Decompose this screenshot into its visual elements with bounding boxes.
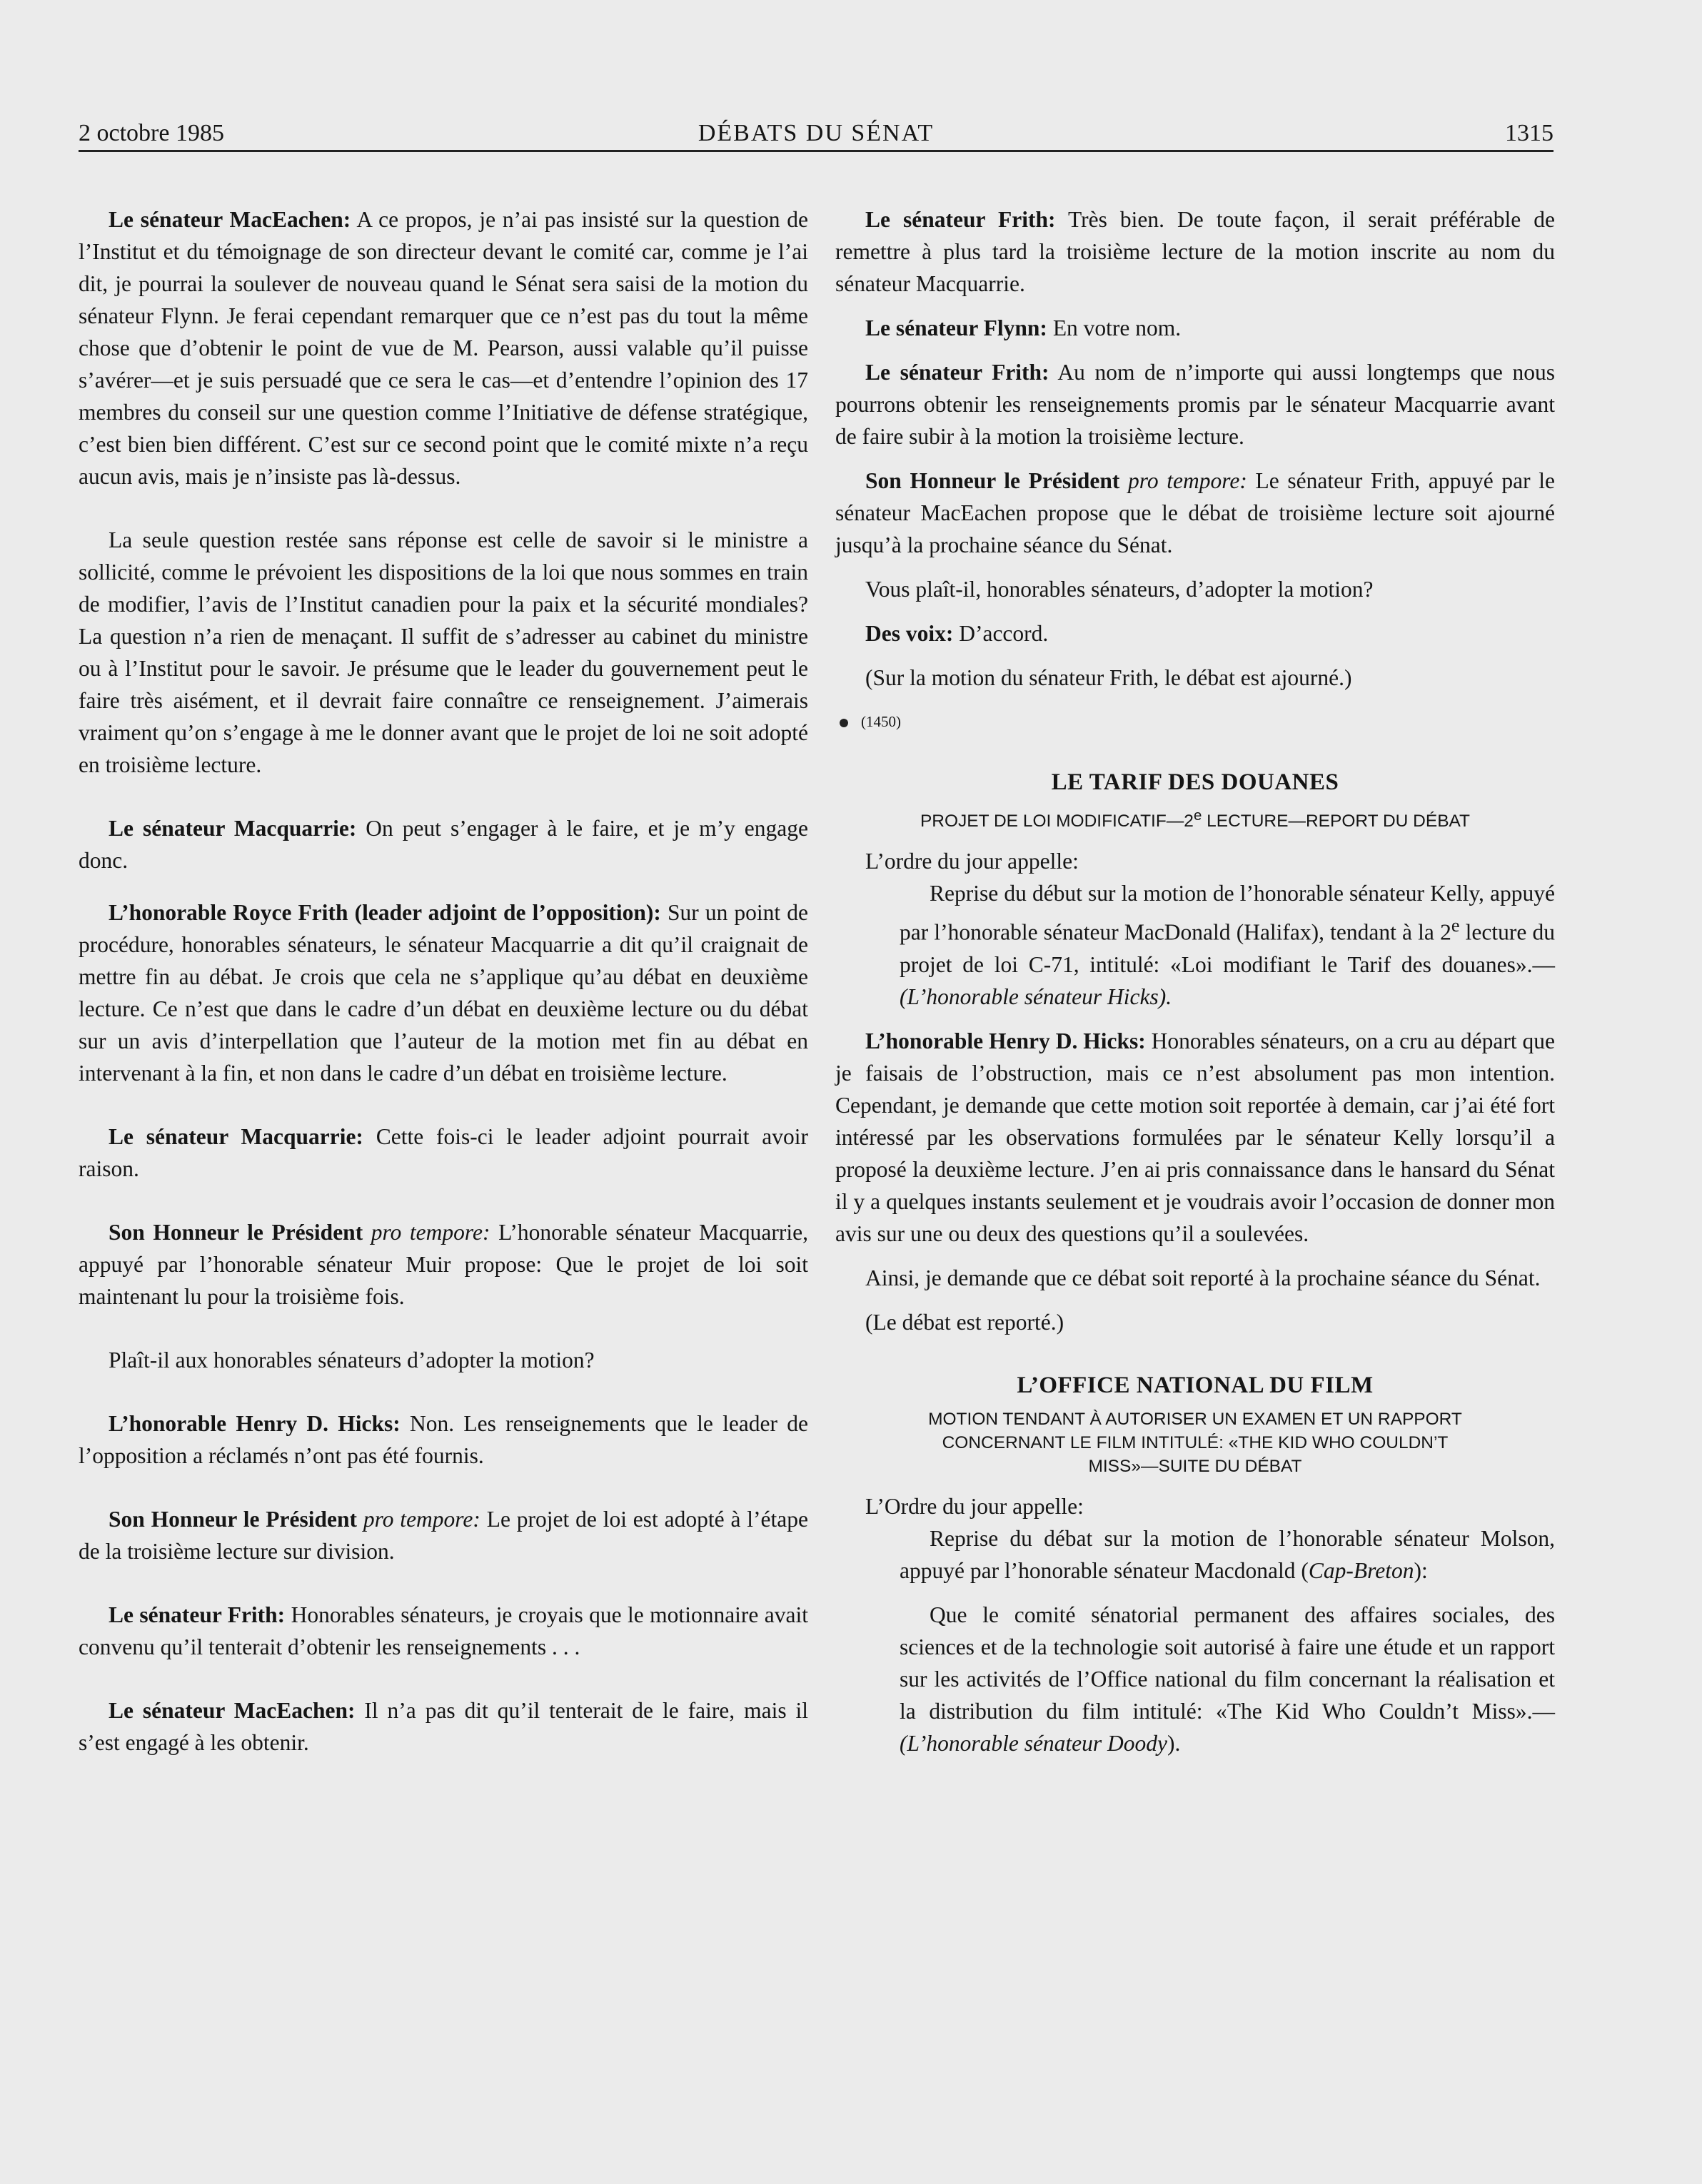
quote-text: Reprise du début sur la motion de l’honorable sénateur Kelly, appuyé par l’honorable sénateur MacDonald (Halifax), tendant à la 2	[900, 881, 1555, 945]
speaker-name: Son Honneur le Président	[109, 1220, 363, 1245]
paragraph	[79, 1694, 808, 1759]
order-of-day: L’ordre du jour appelle:	[865, 849, 1079, 874]
speaker-name: Son Honneur le Président	[109, 1507, 358, 1532]
speaker-name: Le sénateur Macquarrie:	[109, 816, 357, 841]
paragraph	[79, 524, 808, 781]
paragraph	[79, 812, 808, 876]
quote-text: ):	[1414, 1557, 1428, 1583]
speaker-name: Le sénateur Macquarrie:	[109, 1124, 363, 1149]
bullet-icon	[840, 719, 848, 727]
motion-quote	[900, 1522, 1555, 1759]
speaker-name: Le sénateur MacEachen:	[109, 1698, 356, 1723]
paragraph	[79, 1216, 808, 1313]
paragraph	[835, 312, 1555, 344]
section-title: L’OFFICE NATIONAL DU FILM	[1017, 1372, 1374, 1398]
speech-text: Vous plaît-il, honorables sénateurs, d’adopter la motion?	[865, 577, 1374, 602]
quote-paragraph	[900, 877, 1555, 1013]
time-marker-text: (1450)	[861, 713, 901, 730]
speech-text: L’honorable sénateur Macquarrie, appuyé par l’honorable sénateur Muir propose: Que le projet de loi soit maintenant lu pour la troisième fois.	[79, 1220, 808, 1309]
subtitle-text: LECTURE—REPORT DU DÉBAT	[1202, 812, 1471, 831]
speech-text: Très bien. De toute façon, il serait préférable de remettre à plus tard la troisième lecture de la motion inscrite au nom du sénateur Macquarrie.	[835, 207, 1555, 296]
paragraph	[835, 662, 1555, 694]
speaker-qualifier: pro tempore:	[1119, 468, 1247, 493]
speech-text: D’accord.	[953, 621, 1049, 646]
paragraph	[835, 1262, 1555, 1294]
speaker-name: Le sénateur Frith:	[865, 207, 1056, 232]
superscript: e	[1193, 808, 1202, 824]
speaker-name: Le sénateur Frith:	[109, 1602, 286, 1627]
quote-italic: Cap-Breton	[1308, 1557, 1414, 1583]
header-title: DÉBATS DU SÉNAT	[698, 120, 935, 146]
paragraph	[79, 1599, 808, 1663]
subtitle-line: MOTION TENDANT À AUTORISER UN EXAMEN ET UN RAPPORT	[928, 1409, 1462, 1429]
speech-text: Plaît-il aux honorables sénateurs d’adopter la motion?	[109, 1348, 595, 1372]
speech-text: Honorables sénateurs, je croyais que le motionnaire avait convenu qu’il tenterait d’obtenir les renseignements . . .	[79, 1602, 809, 1659]
speech-text: (Le débat est reporté.)	[865, 1309, 1064, 1335]
paragraph	[835, 465, 1555, 561]
speech-text: Le sénateur Frith, appuyé par le sénateur MacEachen propose que le débat de troisième lecture soit ajourné jusqu’à la prochaine séance du Sénat.	[835, 468, 1555, 557]
paragraph	[79, 1407, 808, 1472]
quote-paragraph	[900, 1599, 1555, 1759]
paragraph	[835, 356, 1555, 453]
speech-text: Ainsi, je demande que ce débat soit reporté à la prochaine séance du Sénat.	[865, 1265, 1541, 1290]
speech-text: Au nom de n’importe qui aussi longtemps que nous pourrons obtenir les renseignements promis par le sénateur Macquarrie avant de faire subir à la motion la troisième lecture.	[835, 360, 1555, 449]
quote-paragraph	[900, 1522, 1555, 1587]
paragraph	[835, 203, 1555, 300]
subtitle-line: MISS»—SUITE DU DÉBAT	[1088, 1456, 1302, 1476]
speech-text: Honorables sénateurs, on a cru au départ que je faisais de l’obstruction, mais ce n’est absolument pas mon intention. Cependant, je demande que cette motion soit reportée à demain, car j’ai été fort intéressé par les observations formulées par le sénateur Kelly lorsqu’il a proposé la deuxième lecture. J’en ai pris connaissance dans le hansard du Sénat il y a quelques instants seulement et je voudrais avoir l’occasion de donner mon avis sur une ou deux des questions qu’il a soulevées.	[835, 1028, 1555, 1246]
speaker-name: Le sénateur Flynn:	[865, 315, 1047, 340]
section-subtitle	[835, 804, 1555, 833]
speech-text: Il n’a pas dit qu’il tenterait de le faire, mais il s’est engagé à les obtenir.	[79, 1698, 809, 1755]
subtitle-text: PROJET DE LOI MODIFICATIF—2	[920, 812, 1194, 831]
paragraph	[79, 1344, 808, 1376]
speaker-name: L’honorable Henry D. Hicks:	[109, 1411, 401, 1436]
page-header	[79, 113, 1554, 152]
quote-text: Que le comité sénatorial permanent des affaires sociales, des sciences et de la technologie soit autorisé à faire une étude et un rapport sur les activités de l’Office national du film concernant la réalisation et la distribution du film intitulé: «The Kid Who Couldn’t Miss».—	[900, 1602, 1555, 1724]
subtitle-line: CONCERNANT LE FILM INTITULÉ: «THE KID WHO COULDN’T	[942, 1432, 1449, 1452]
paragraph	[835, 1306, 1555, 1338]
paragraph	[835, 1025, 1555, 1250]
order-of-day: L’Ordre du jour appelle:	[865, 1493, 1084, 1519]
motion-quote	[900, 877, 1555, 1013]
right-column	[835, 203, 1555, 1759]
speech-text: Le projet de loi est adopté à l’étape de la troisième lecture sur division.	[79, 1507, 808, 1564]
speech-text: Cette fois-ci le leader adjoint pourrait avoir raison.	[79, 1124, 808, 1181]
paragraph	[79, 1503, 808, 1567]
quote-attribution: (L’honorable sénateur Doody	[900, 1730, 1168, 1756]
speech-text: On peut s’engager à le faire, et je m’y engage donc.	[79, 816, 808, 873]
header-date: 2 octobre 1985	[79, 120, 224, 146]
quote-text: Reprise du débat sur la motion de l’honorable sénateur Molson, appuyé par l’honorable sénateur Macdonald (	[900, 1525, 1555, 1583]
speaker-qualifier: pro tempore:	[363, 1220, 490, 1245]
section-subtitle	[835, 1407, 1555, 1478]
speech-text: (Sur la motion du sénateur Frith, le débat est ajourné.)	[865, 665, 1352, 690]
time-marker	[835, 706, 1555, 738]
left-column	[79, 203, 808, 1759]
speech-text: Non. Les renseignements que le leader de l’opposition a réclamés n’ont pas été fournis.	[79, 1411, 808, 1468]
paragraph	[79, 1121, 808, 1185]
speech-text: La seule question restée sans réponse est celle de savoir si le ministre a sollicité, comme le prévoient les dispositions de la loi que nous sommes en train de modifier, l’avis de l’Institut canadien pour la paix et la sécurité mondiales? La question n’a rien de menaçant. Il suffit de s’adresser au cabinet du ministre ou à l’Institut pour le savoir. Je présume que le leader du gouvernement peut le faire très aisément, et il devrait faire connaître ce renseignement. J’aimerais vraiment qu’on s’engage à me le donner avant que le projet de loi ne soit adopté en troisième lecture.	[79, 527, 808, 777]
speech-text: A ce propos, je n’ai pas insisté sur la question de l’Institut et du témoignage de son directeur devant le comité car, comme je l’ai dit, je pourrai la soulever de nouveau quand le Sénat sera saisi de la motion du sénateur Flynn. Je ferai cependant remarquer que ce n’est pas du tout la même chose que d’obtenir le point de vue de M. Pearson, aussi valable qu’il puisse s’avérer—et je suis persuadé que ce sera le cas—et d’entendre l’opinion des 17 membres du conseil sur une question comme l’Initiative de défense stratégique, c’est bien bien différent. C’est sur ce second point que le comité mixte n’a reçu aucun avis, mais je n’insiste pas là-dessus.	[79, 207, 808, 489]
paragraph	[835, 573, 1555, 605]
paragraph	[79, 203, 808, 492]
speaker-name: L’honorable Royce Frith (leader adjoint de l’opposition):	[109, 900, 661, 925]
speech-text: En votre nom.	[1047, 315, 1182, 340]
quote-text: ).	[1167, 1730, 1181, 1756]
speaker-qualifier: pro tempore:	[357, 1507, 480, 1532]
paragraph	[79, 896, 808, 1089]
quote-attribution: (L’honorable sénateur Hicks).	[900, 984, 1172, 1009]
superscript: e	[1451, 915, 1460, 936]
speaker-name: L’honorable Henry D. Hicks:	[865, 1028, 1146, 1053]
speaker-name: Son Honneur le Président	[865, 468, 1120, 493]
speech-text: Sur un point de procédure, honorables sénateurs, le sénateur Macquarrie a dit qu’il craignait de mettre fin au débat. Je crois que cela ne s’applique qu’au débat en deuxième lecture. Ce n’est que dans le cadre d’un débat en deuxième lecture ou du débat sur un avis d’interpellation que l’auteur de la motion met fin au débat en intervenant à la fin, et non dans le cadre d’un débat en troisième lecture.	[79, 900, 808, 1086]
section-title: LE TARIF DES DOUANES	[1051, 769, 1339, 795]
quote-text: lecture du projet de loi C-71, intitulé: «Loi modifiant le Tarif des douanes».—	[900, 919, 1555, 977]
speaker-name: Le sénateur MacEachen:	[109, 207, 351, 232]
paragraph	[835, 617, 1555, 649]
speaker-name: Le sénateur Frith:	[865, 360, 1049, 385]
header-page-number: 1315	[1505, 120, 1554, 146]
speaker-name: Des voix:	[865, 621, 954, 646]
